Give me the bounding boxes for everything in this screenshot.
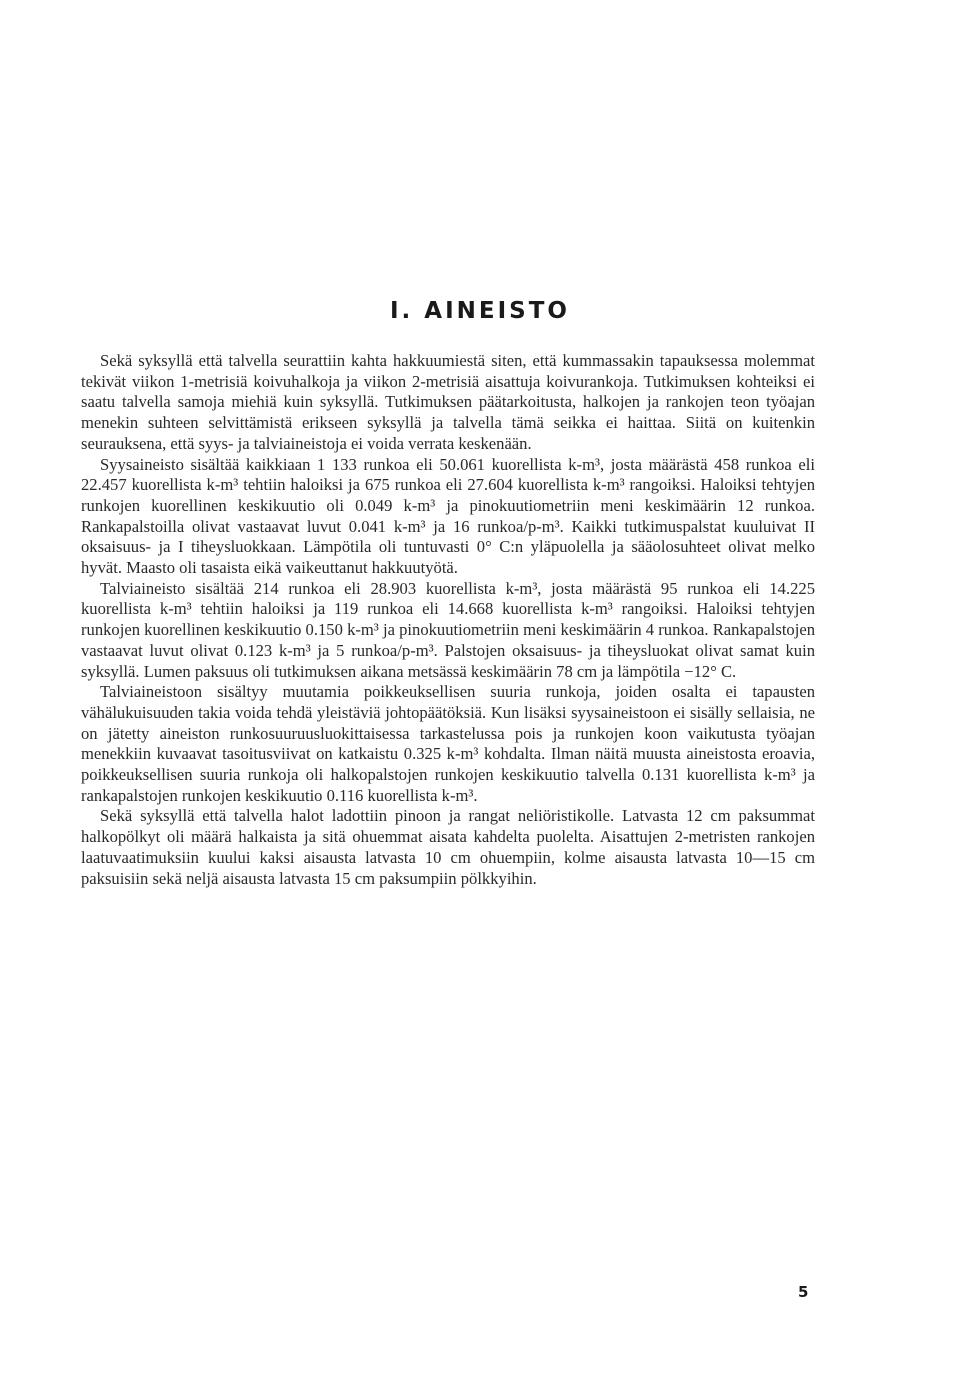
paragraph: Talviaineisto sisältää 214 runkoa eli 28.903 kuorellista k-m³, josta määrästä 95 runkoa eli 14.225 kuorellista k-m³ tehtiin haloiksi ja 119 runkoa eli 14.668 kuorellista k-m³ rangoiksi. Haloiksi tehtyjen runkojen kuorellinen keskikuutio 0.150 k-m³ ja pinokuutiometriin meni keskimäärin 4 runkoa. Rankapalstojen vastaavat luvut olivat 0.123 k-m³ ja 5 runkoa/p-m³. Palstojen oksaisuus- ja tiheysluokat olivat samat kuin syksyllä. Lumen paksuus oli tutkimuksen aikana metsässä keskimäärin 78 cm ja lämpötila −12° C.: [81, 578, 815, 681]
section-heading: I. AINEISTO: [390, 298, 570, 324]
paragraph: Sekä syksyllä että talvella halot ladottiin pinoon ja rangat neliöristikolle. Latvasta 12 cm paksummat halkopölkyt oli määrä halkaista ja sitä ohuemmat aisata kahdelta puolelta. Aisattujen 2-metristen rankojen laatuvaatimuksiin kuului kaksi aisausta latvasta 10 cm ohuempiin, kolme aisausta latvasta 10—15 cm paksuisiin sekä neljä aisausta latvasta 15 cm paksumpiin pölkkyihin.: [81, 806, 815, 888]
paragraph: Syysaineisto sisältää kaikkiaan 1 133 runkoa eli 50.061 kuorellista k-m³, josta määrästä 458 runkoa eli 22.457 kuorellista k-m³ tehtiin haloiksi ja 675 runkoa eli 27.604 kuorellista k-m³ rangoiksi. Haloiksi tehtyjen runkojen kuorellinen keskikuutio oli 0.049 k-m³ ja pinokuutiometriin meni keskimäärin 12 runkoa. Rankapalstoilla olivat vastaavat luvut 0.041 k-m³ ja 16 runkoa/p-m³. Kaikki tutkimuspalstat kuuluivat II oksaisuus- ja I tiheysluokkaan. Lämpötila oli tuntuvasti 0° C:n yläpuolella ja sääolosuhteet olivat melko hyvät. Maasto oli tasaista eikä vaikeuttanut hakkuutyötä.: [81, 454, 815, 578]
body-text: [81, 351, 815, 889]
paragraph: Sekä syksyllä että talvella seurattiin kahta hakkuumiestä siten, että kummassakin tapauksessa molemmat tekivät viikon 1-metrisiä koivuhalkoja ja viikon 2-metrisiä aisattuja koivurankoja. Tutkimuksen kohteiksi ei saatu talvella samoja miehiä kuin syksyllä. Tutkimuksen päätarkoitusta, halkojen ja rankojen teon työajan menekin suhteen selvittämistä erikseen syksyllä ja talvella tämä seikka ei haittaa. Siitä on kuitenkin seurauksena, että syys- ja talviaineistoja ei voida verrata keskenään.: [81, 351, 815, 453]
page-number: 5: [798, 1283, 809, 1301]
paragraph: Talviaineistoon sisältyy muutamia poikkeuksellisen suuria runkoja, joiden osalta ei tapausten vähälukuisuuden takia voida tehdä yleistäviä johtopäätöksiä. Kun lisäksi syysaineistoon ei sisälly sellaisia, ne on jätetty aineiston runkosuuruusluokittaisessa tarkastelussa pois ja runkojen koon vaikutusta työajan menekkiin kuvaavat tasoitusviivat on katkaistu 0.325 k-m³ kohdalta. Ilman näitä muusta aineistosta eroavia, poikkeuksellisen suuria runkoja oli halkopalstojen runkojen keskikuutio talvella 0.131 kuorellista k-m³ ja rankapalstojen runkojen keskikuutio 0.116 kuorellista k-m³.: [81, 682, 815, 805]
